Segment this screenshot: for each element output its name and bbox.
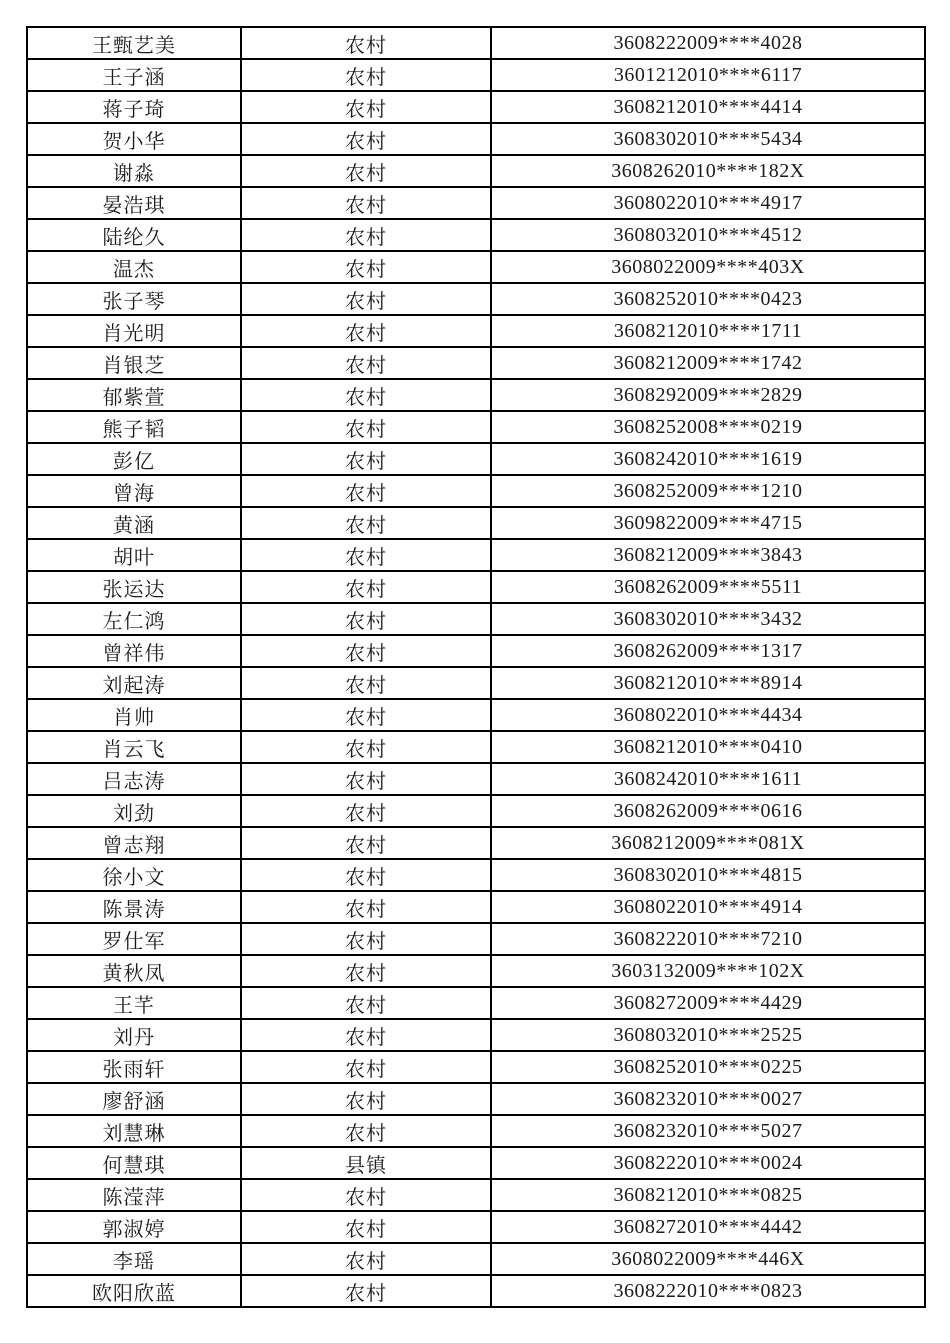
table-row	[27, 1211, 925, 1243]
residence-type-cell: 农村	[241, 1179, 491, 1211]
student-name-cell: 陈滢萍	[27, 1179, 241, 1211]
table-row	[27, 155, 925, 187]
table-row	[27, 379, 925, 411]
masked-id-cell: 3608252008****0219	[491, 411, 925, 443]
student-name-cell: 曾海	[27, 475, 241, 507]
residence-type-cell: 农村	[241, 27, 491, 59]
table-row	[27, 1115, 925, 1147]
table-row	[27, 1147, 925, 1179]
masked-id-cell: 3608212009****3843	[491, 539, 925, 571]
student-name-cell: 肖帅	[27, 699, 241, 731]
table-row	[27, 667, 925, 699]
masked-id-cell: 3608212010****0825	[491, 1179, 925, 1211]
masked-id-cell: 3608302010****3432	[491, 603, 925, 635]
masked-id-cell: 3608252010****0225	[491, 1051, 925, 1083]
student-name-cell: 廖舒涵	[27, 1083, 241, 1115]
table-row	[27, 635, 925, 667]
student-name-cell: 蒋子琦	[27, 91, 241, 123]
masked-id-cell: 3608222009****4028	[491, 27, 925, 59]
masked-id-cell: 3608212010****8914	[491, 667, 925, 699]
masked-id-cell: 3608292009****2829	[491, 379, 925, 411]
masked-id-cell: 3608212010****0410	[491, 731, 925, 763]
masked-id-cell: 3608222010****7210	[491, 923, 925, 955]
masked-id-cell: 3608262009****1317	[491, 635, 925, 667]
table-row	[27, 91, 925, 123]
residence-type-cell: 农村	[241, 283, 491, 315]
table-row	[27, 571, 925, 603]
student-name-cell: 郁紫萱	[27, 379, 241, 411]
student-name-cell: 贺小华	[27, 123, 241, 155]
masked-id-cell: 3608262010****182X	[491, 155, 925, 187]
residence-type-cell: 农村	[241, 1051, 491, 1083]
student-name-cell: 陆纶久	[27, 219, 241, 251]
student-name-cell: 王甄艺美	[27, 27, 241, 59]
table-row	[27, 1179, 925, 1211]
masked-id-cell: 3608272009****4429	[491, 987, 925, 1019]
residence-type-cell: 农村	[241, 1115, 491, 1147]
residence-type-cell: 农村	[241, 251, 491, 283]
residence-type-cell: 农村	[241, 443, 491, 475]
masked-id-cell: 3608032010****2525	[491, 1019, 925, 1051]
masked-id-cell: 3609822009****4715	[491, 507, 925, 539]
residence-type-cell: 农村	[241, 475, 491, 507]
masked-id-cell: 3608022010****4917	[491, 187, 925, 219]
masked-id-cell: 3608272010****4442	[491, 1211, 925, 1243]
student-name-cell: 欧阳欣蓝	[27, 1275, 241, 1307]
masked-id-cell: 3608242010****1619	[491, 443, 925, 475]
student-roster-table	[26, 26, 926, 1308]
residence-type-cell: 农村	[241, 795, 491, 827]
masked-id-cell: 3608022010****4914	[491, 891, 925, 923]
residence-type-cell: 农村	[241, 155, 491, 187]
masked-id-cell: 3608212009****1742	[491, 347, 925, 379]
table-row	[27, 731, 925, 763]
student-name-cell: 晏浩琪	[27, 187, 241, 219]
student-name-cell: 肖光明	[27, 315, 241, 347]
residence-type-cell: 农村	[241, 1243, 491, 1275]
student-name-cell: 王芊	[27, 987, 241, 1019]
masked-id-cell: 3608222010****0024	[491, 1147, 925, 1179]
residence-type-cell: 农村	[241, 923, 491, 955]
residence-type-cell: 农村	[241, 539, 491, 571]
student-name-cell: 张运达	[27, 571, 241, 603]
student-name-cell: 熊子韬	[27, 411, 241, 443]
residence-type-cell: 农村	[241, 987, 491, 1019]
masked-id-cell: 3608262009****0616	[491, 795, 925, 827]
residence-type-cell: 农村	[241, 219, 491, 251]
student-name-cell: 陈景涛	[27, 891, 241, 923]
student-name-cell: 谢淼	[27, 155, 241, 187]
student-name-cell: 刘起涛	[27, 667, 241, 699]
masked-id-cell: 3608212009****081X	[491, 827, 925, 859]
residence-type-cell: 农村	[241, 891, 491, 923]
masked-id-cell: 3608032010****4512	[491, 219, 925, 251]
masked-id-cell: 3608232010****0027	[491, 1083, 925, 1115]
table-row	[27, 443, 925, 475]
masked-id-cell: 3608242010****1611	[491, 763, 925, 795]
table-row	[27, 59, 925, 91]
table-row	[27, 987, 925, 1019]
student-name-cell: 王子涵	[27, 59, 241, 91]
masked-id-cell: 3603132009****102X	[491, 955, 925, 987]
student-name-cell: 肖云飞	[27, 731, 241, 763]
residence-type-cell: 农村	[241, 1211, 491, 1243]
masked-id-cell: 3608252010****0423	[491, 283, 925, 315]
table-row	[27, 1051, 925, 1083]
student-name-cell: 郭淑婷	[27, 1211, 241, 1243]
residence-type-cell: 农村	[241, 731, 491, 763]
residence-type-cell: 农村	[241, 571, 491, 603]
residence-type-cell: 农村	[241, 411, 491, 443]
masked-id-cell: 3601212010****6117	[491, 59, 925, 91]
residence-type-cell: 农村	[241, 635, 491, 667]
residence-type-cell: 农村	[241, 347, 491, 379]
table-row	[27, 347, 925, 379]
table-row	[27, 475, 925, 507]
roster-table-body	[27, 27, 925, 1307]
masked-id-cell: 3608022010****4434	[491, 699, 925, 731]
residence-type-cell: 县镇	[241, 1147, 491, 1179]
masked-id-cell: 3608022009****403X	[491, 251, 925, 283]
table-row	[27, 1019, 925, 1051]
student-name-cell: 李瑶	[27, 1243, 241, 1275]
table-row	[27, 603, 925, 635]
masked-id-cell: 3608222010****0823	[491, 1275, 925, 1307]
student-name-cell: 温杰	[27, 251, 241, 283]
table-row	[27, 1275, 925, 1307]
student-name-cell: 黄涵	[27, 507, 241, 539]
residence-type-cell: 农村	[241, 1019, 491, 1051]
student-name-cell: 曾志翔	[27, 827, 241, 859]
student-name-cell: 胡叶	[27, 539, 241, 571]
student-name-cell: 刘丹	[27, 1019, 241, 1051]
residence-type-cell: 农村	[241, 603, 491, 635]
masked-id-cell: 3608212010****1711	[491, 315, 925, 347]
table-row	[27, 891, 925, 923]
residence-type-cell: 农村	[241, 507, 491, 539]
residence-type-cell: 农村	[241, 667, 491, 699]
student-name-cell: 张雨轩	[27, 1051, 241, 1083]
student-name-cell: 肖银芝	[27, 347, 241, 379]
residence-type-cell: 农村	[241, 123, 491, 155]
table-row	[27, 1243, 925, 1275]
residence-type-cell: 农村	[241, 315, 491, 347]
residence-type-cell: 农村	[241, 699, 491, 731]
table-row	[27, 411, 925, 443]
table-row	[27, 251, 925, 283]
table-row	[27, 955, 925, 987]
table-row	[27, 859, 925, 891]
table-row	[27, 27, 925, 59]
table-row	[27, 219, 925, 251]
student-name-cell: 何慧琪	[27, 1147, 241, 1179]
residence-type-cell: 农村	[241, 379, 491, 411]
residence-type-cell: 农村	[241, 859, 491, 891]
residence-type-cell: 农村	[241, 955, 491, 987]
student-name-cell: 彭亿	[27, 443, 241, 475]
student-name-cell: 曾祥伟	[27, 635, 241, 667]
table-row	[27, 763, 925, 795]
masked-id-cell: 3608262009****5511	[491, 571, 925, 603]
table-row	[27, 1083, 925, 1115]
student-name-cell: 罗仕军	[27, 923, 241, 955]
table-row	[27, 187, 925, 219]
table-row	[27, 507, 925, 539]
student-name-cell: 刘慧琳	[27, 1115, 241, 1147]
table-row	[27, 539, 925, 571]
residence-type-cell: 农村	[241, 827, 491, 859]
residence-type-cell: 农村	[241, 59, 491, 91]
table-row	[27, 699, 925, 731]
masked-id-cell: 3608232010****5027	[491, 1115, 925, 1147]
student-name-cell: 张子琴	[27, 283, 241, 315]
masked-id-cell: 3608302010****4815	[491, 859, 925, 891]
masked-id-cell: 3608252009****1210	[491, 475, 925, 507]
residence-type-cell: 农村	[241, 91, 491, 123]
student-name-cell: 吕志涛	[27, 763, 241, 795]
residence-type-cell: 农村	[241, 1083, 491, 1115]
student-name-cell: 黄秋凤	[27, 955, 241, 987]
masked-id-cell: 3608302010****5434	[491, 123, 925, 155]
table-row	[27, 923, 925, 955]
table-row	[27, 123, 925, 155]
residence-type-cell: 农村	[241, 1275, 491, 1307]
table-row	[27, 827, 925, 859]
table-row	[27, 283, 925, 315]
masked-id-cell: 3608022009****446X	[491, 1243, 925, 1275]
student-name-cell: 左仁鸿	[27, 603, 241, 635]
masked-id-cell: 3608212010****4414	[491, 91, 925, 123]
table-row	[27, 315, 925, 347]
table-row	[27, 795, 925, 827]
residence-type-cell: 农村	[241, 187, 491, 219]
student-name-cell: 徐小文	[27, 859, 241, 891]
student-name-cell: 刘劲	[27, 795, 241, 827]
residence-type-cell: 农村	[241, 763, 491, 795]
